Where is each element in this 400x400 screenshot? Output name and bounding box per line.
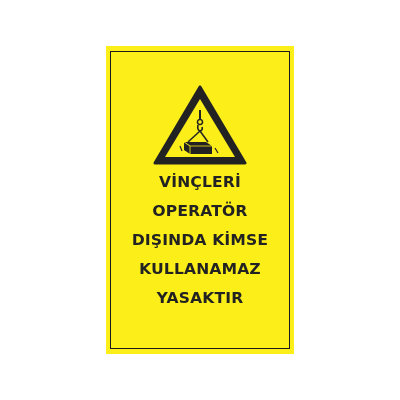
warning-sign — [106, 46, 294, 354]
warning-line: DIŞINDA KİMSE — [131, 231, 269, 249]
warning-line: YASAKTIR — [156, 289, 244, 307]
warning-line: VİNÇLERİ — [159, 173, 241, 191]
warning-line: OPERATÖR — [152, 202, 248, 220]
suspended-load-warning-icon — [152, 84, 248, 166]
warning-message — [106, 168, 294, 313]
warning-line: KULLANAMAZ — [139, 260, 261, 278]
